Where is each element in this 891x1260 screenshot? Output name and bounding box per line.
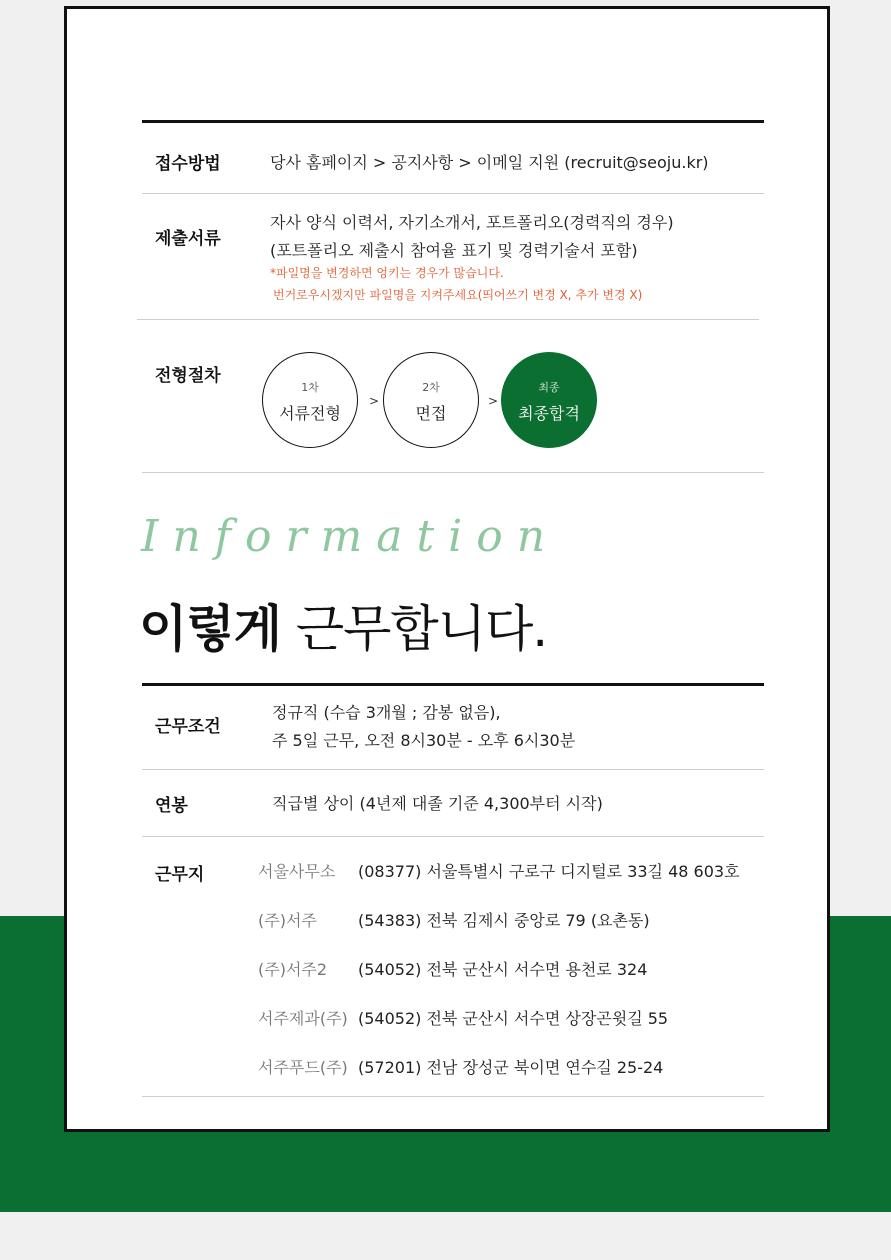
docs-label: 제출서류 [155,229,221,249]
job-posting-card [64,6,830,1132]
location-address: (54052) 전북 군산시 서수면 용천로 324 [358,960,648,979]
section-top-rule [142,683,764,686]
location-name: (주)서주 [258,911,317,930]
conditions-label: 근무조건 [155,717,221,737]
divider [142,472,764,473]
divider [137,319,759,320]
location-name: 서주푸드(주) [258,1058,348,1077]
location-name: 서주제과(주) [258,1009,348,1028]
headline-rest: 근무합니다. [295,600,548,658]
step-order: 2차 [422,381,440,394]
salary-value: 직급별 상이 (4년제 대졸 기준 4,300부터 시작) [272,794,603,813]
process-step-final [501,352,597,448]
section-top-rule [142,120,764,123]
process-label: 전형절차 [155,366,221,386]
location-address: (54383) 전북 김제시 중앙로 79 (요촌동) [358,911,650,930]
section-headline [139,589,547,661]
conditions-line-2: 주 5일 근무, 오전 8시30분 - 오후 6시30분 [272,731,576,750]
step-name: 서류전형 [279,404,341,423]
location-address: (08377) 서울특별시 구로구 디지털로 33길 48 603호 [358,862,740,881]
location-address: (57201) 전남 장성군 북이면 연수길 25-24 [358,1058,664,1077]
conditions-line-1: 정규직 (수습 3개월 ; 감봉 없음), [272,703,501,722]
location-label: 근무지 [155,865,205,885]
divider [142,769,764,770]
location-name: 서울사무소 [258,862,336,881]
salary-label: 연봉 [155,796,188,816]
docs-note-1: *파일명을 변경하면 엉키는 경우가 많습니다. [270,266,504,280]
step-order: 최종 [538,381,560,394]
docs-line-2: (포트폴리오 제출시 참여율 표기 및 경력기술서 포함) [270,241,638,260]
step-order: 1차 [301,381,319,394]
script-title: Information [141,511,560,562]
divider [142,1096,764,1097]
location-name: (주)서주2 [258,960,328,979]
divider [142,193,764,194]
divider [142,836,764,837]
location-address: (54052) 전북 군산시 서수면 상장곤윗길 55 [358,1009,669,1028]
method-label: 접수방법 [155,154,221,174]
process-step-1 [262,352,358,448]
step-arrow: > [369,394,380,408]
process-step-2 [383,352,479,448]
docs-note-2: 번거로우시겠지만 파일명을 지켜주세요(띄어쓰기 변경 X, 추가 변경 X) [273,288,643,302]
method-value: 당사 홈페이지 > 공지사항 > 이메일 지원 (recruit@seoju.kr) [270,153,709,172]
step-name: 최종합격 [518,404,580,423]
docs-line-1: 자사 양식 이력서, 자기소개서, 포트폴리오(경력직의 경우) [270,213,674,232]
step-name: 면접 [415,404,447,423]
headline-bold: 이렇게 [139,600,281,658]
step-arrow: > [488,394,499,408]
